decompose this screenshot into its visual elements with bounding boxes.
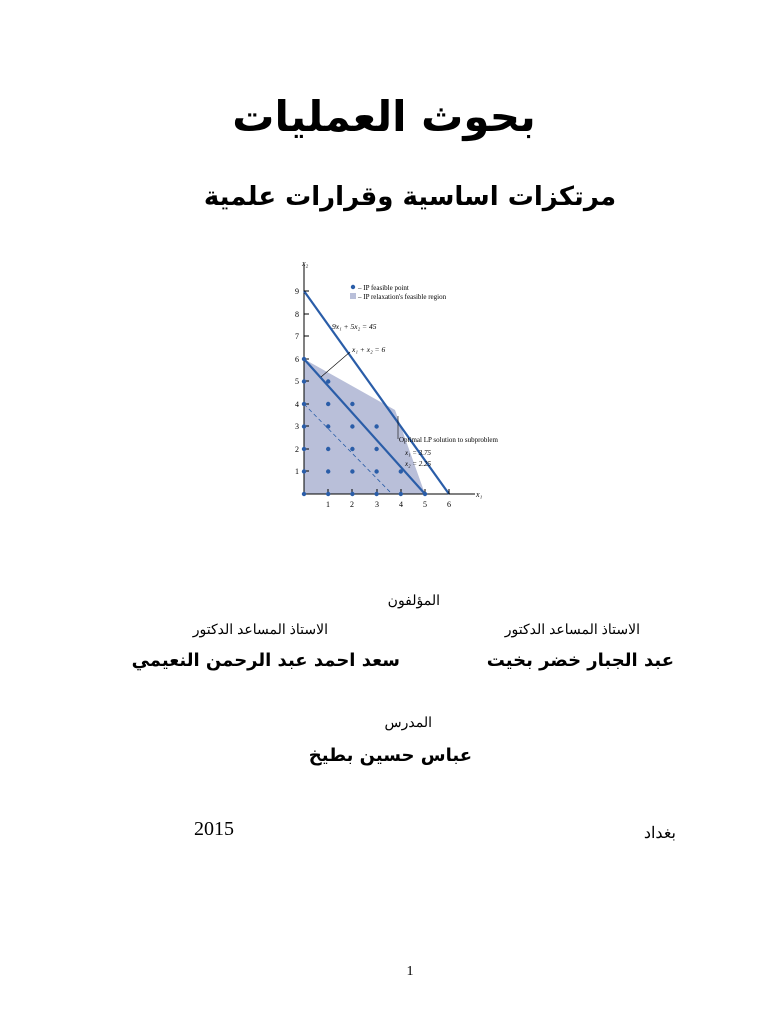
ip-feasible-point [302,492,306,496]
x-axis-label: x₁ [476,490,483,499]
ip-feasible-point [302,469,306,473]
y-tick-label: 7 [295,332,299,341]
x-tick-label: 2 [350,500,354,509]
ip-feasible-point [350,447,354,451]
x-tick-label: 4 [399,500,403,509]
ip-feasible-point [350,424,354,428]
x-tick-label: 3 [375,500,379,509]
book-title: بحوث العمليات [232,92,536,141]
ip-feasible-point [350,402,354,406]
leader-line-2 [321,352,350,377]
ip-feasible-point [302,357,306,361]
city: بغداد [643,825,676,842]
y-tick-label: 9 [295,287,299,296]
y-tick-label: 3 [295,422,299,431]
ip-feasible-point [350,492,354,496]
ip-feasible-point [399,469,403,473]
y-axis-label: x₂ [302,259,309,268]
x-tick-label: 5 [423,500,427,509]
ip-feasible-point [302,447,306,451]
ip-feasible-point [350,469,354,473]
constraint-label-1: 9x₁ + 5x₂ = 45 [332,322,377,331]
book-subtitle: مرتكزات اساسية وقرارات علمية [203,182,617,212]
author1-rank: الاستاذ المساعد الدكتور [504,621,640,637]
lp-graph [280,254,500,516]
y-tick-label: 5 [295,377,299,386]
ip-feasible-point [423,492,427,496]
x-tick-label: 1 [326,500,330,509]
ip-feasible-point [374,492,378,496]
lecturer-heading: المدرس [384,714,432,730]
annotation-title: Optimal LP solution to subproblem 1 [399,436,500,444]
legend-point-label: – IP feasible point [358,284,409,292]
ip-feasible-point [326,492,330,496]
y-tick-label: 8 [295,310,299,319]
y-tick-label: 4 [295,400,299,409]
legend-point-marker [351,285,355,289]
author1-name: عبد الجبار خضر بخيت [486,650,674,671]
ip-feasible-point [374,447,378,451]
annotation-x1: x₁ = 3.75 [405,449,432,457]
ip-feasible-point [302,424,306,428]
author2-rank: الاستاذ المساعد الدكتور [192,621,328,637]
authors-heading: المؤلفون [387,592,440,608]
legend-region-marker [350,293,356,299]
ip-feasible-point [326,402,330,406]
ip-feasible-point [326,447,330,451]
ip-feasible-point [399,492,403,496]
x-tick-label: 6 [447,500,451,509]
y-tick-label: 6 [295,355,299,364]
constraint-label-2: x₁ + x₂ = 6 [352,345,386,354]
year: 2015 [194,818,234,840]
ip-feasible-point [326,424,330,428]
lp-figure [280,254,500,516]
ip-feasible-point [302,402,306,406]
author2-name: سعد احمد عبد الرحمن النعيمي [131,650,400,671]
ip-feasible-point [326,469,330,473]
annotation-x2: x₂ = 2.25 [405,460,432,468]
lecturer-name: عباس حسين بطيخ [308,745,472,766]
page-number: 1 [406,964,414,979]
y-tick-label: 2 [295,445,299,454]
ip-feasible-point [302,379,306,383]
ip-feasible-point [374,469,378,473]
legend-region-label: – IP relaxation's feasible region [358,293,447,301]
y-tick-label: 1 [295,467,299,476]
ip-feasible-point [326,379,330,383]
ip-feasible-point [374,424,378,428]
